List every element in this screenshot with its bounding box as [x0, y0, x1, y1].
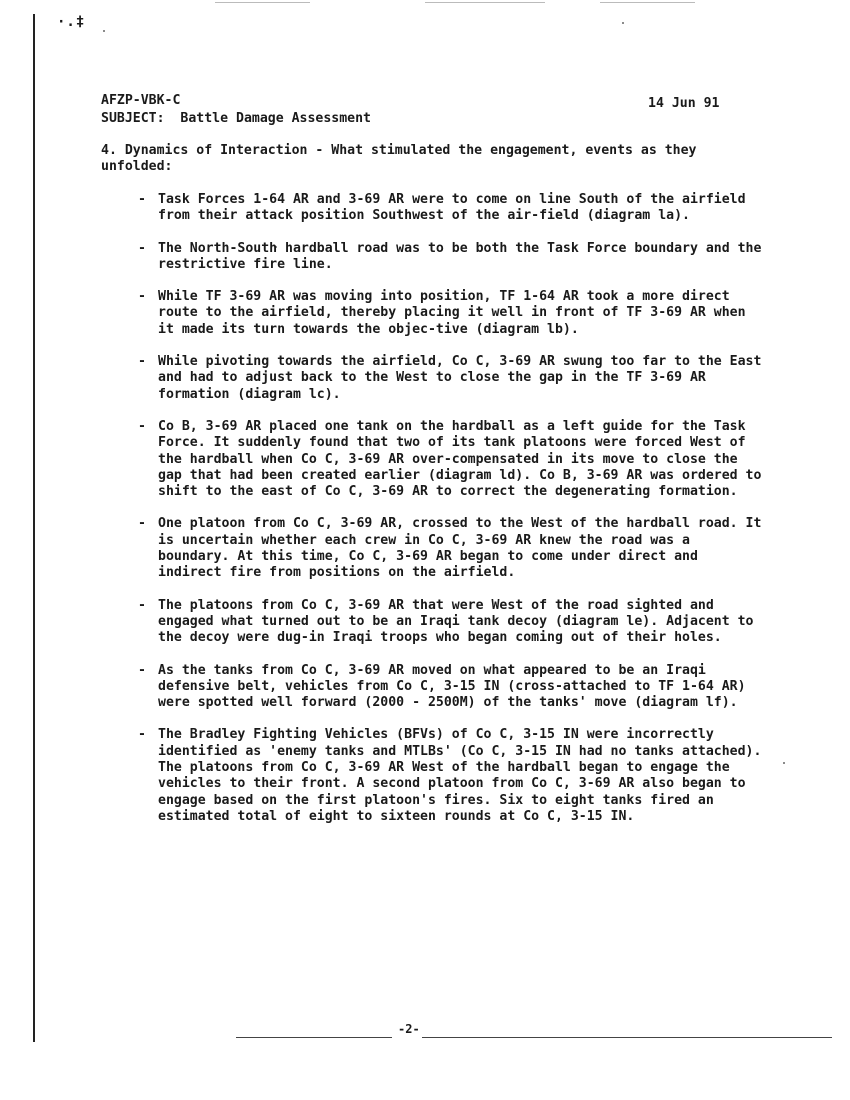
bullet-text: Co B, 3-69 AR placed one tank on the hardball as a left guide for the Task Force. It suddenly found that two of its tank platoons were forced West of the hardball when Co C, 3-69 AR over-compensated in its move to close the gap that had been created earlier (diagram ld). Co B, 3-69 AR was ordered to shift to the east of Co C, 3-69 AR to correct the degenerating formation. — [158, 418, 762, 500]
speck — [103, 30, 105, 32]
bullet-dash: - — [138, 240, 146, 256]
footer-rule-left — [236, 1037, 392, 1038]
list-item — [138, 241, 768, 274]
bullet-text: One platoon from Co C, 3-69 AR, crossed to the West of the hardball road. It is uncertain whether each crew in Co C, 3-69 AR knew the road was a boundary. At this time, Co C, 3-69 AR began to come under direct and indirect fire from positions on the airfield. — [158, 516, 762, 581]
footer-rule-right — [422, 1037, 832, 1038]
section-number: 4. — [101, 143, 117, 158]
speck — [783, 762, 785, 764]
bullet-text: Task Forces 1-64 AR and 3-69 AR were to come on line South of the airfield from their attack position Southwest of the air-field (diagram la). — [158, 192, 746, 224]
office-symbol: AFZP-VBK-C — [101, 93, 181, 108]
list-item — [138, 289, 768, 338]
bullet-text: While TF 3-69 AR was moving into position, TF 1-64 AR took a more direct route to the airfield, thereby placing it well in front of TF 3-69 AR when it made its turn towards the objec-tive (diagram lb). — [158, 289, 746, 337]
bullet-dash: - — [138, 597, 146, 613]
left-margin-rule — [33, 14, 35, 1042]
bullet-text: The Bradley Fighting Vehicles (BFVs) of Co C, 3-15 IN were incorrectly identified as 'enemy tanks and MTLBs' (Co C, 3-15 IN had no tanks attached). The platoons from Co C, 3-69 AR West of the hardball began to engage the vehicles to their front. A second platoon from Co C, 3-69 AR also began to engage based on the first platoon's fires. Six to eight tanks fired an estimated total of eight to sixteen rounds at Co C, 3-15 IN. — [158, 727, 762, 824]
bullet-dash: - — [138, 516, 146, 532]
corner-mark: ·.‡ — [57, 14, 86, 30]
bullet-dash: - — [138, 418, 146, 434]
section-title: Dynamics of Interaction - What stimulated the engagement, events as they unfolded: — [101, 143, 697, 175]
bullet-text: While pivoting towards the airfield, Co C, 3-69 AR swung too far to the East and had to adjust back to the West to close the gap in the TF 3-69 AR formation (diagram lc). — [158, 354, 762, 402]
list-item — [138, 727, 768, 825]
list-item — [138, 419, 768, 500]
bullet-dash: - — [138, 662, 146, 678]
page-number: -2- — [398, 1022, 420, 1036]
subject-line — [101, 110, 371, 128]
list-item — [138, 192, 768, 225]
bullet-dash: - — [138, 727, 146, 743]
list-item — [138, 663, 768, 712]
section-heading — [101, 143, 761, 176]
subject-text: Battle Damage Assessment — [180, 111, 371, 126]
bullet-dash: - — [138, 354, 146, 370]
speck — [622, 22, 624, 24]
subject-label: SUBJECT: — [101, 111, 165, 126]
bullet-dash: - — [138, 289, 146, 305]
list-item — [138, 598, 768, 647]
list-item — [138, 354, 768, 403]
document-date: 14 Jun 91 — [648, 96, 720, 111]
bullet-dash: - — [138, 192, 146, 207]
list-item — [138, 516, 768, 581]
bullet-text: The North-South hardball road was to be both the Task Force boundary and the restrictive fire line. — [158, 240, 762, 272]
bullet-text: As the tanks from Co C, 3-69 AR moved on what appeared to be an Iraqi defensive belt, vehicles from Co C, 3-15 IN (cross-attached to TF 1-64 AR) were spotted well forward (2000 - 2500M) of the tanks' move (diagram lf). — [158, 662, 746, 711]
bullet-list — [138, 192, 768, 841]
bullet-text: The platoons from Co C, 3-69 AR that were West of the road sighted and engaged what turned out to be an Iraqi tank decoy (diagram le). Adjacent to the decoy were dug-in Iraqi troops who began coming out of their holes. — [158, 597, 754, 646]
